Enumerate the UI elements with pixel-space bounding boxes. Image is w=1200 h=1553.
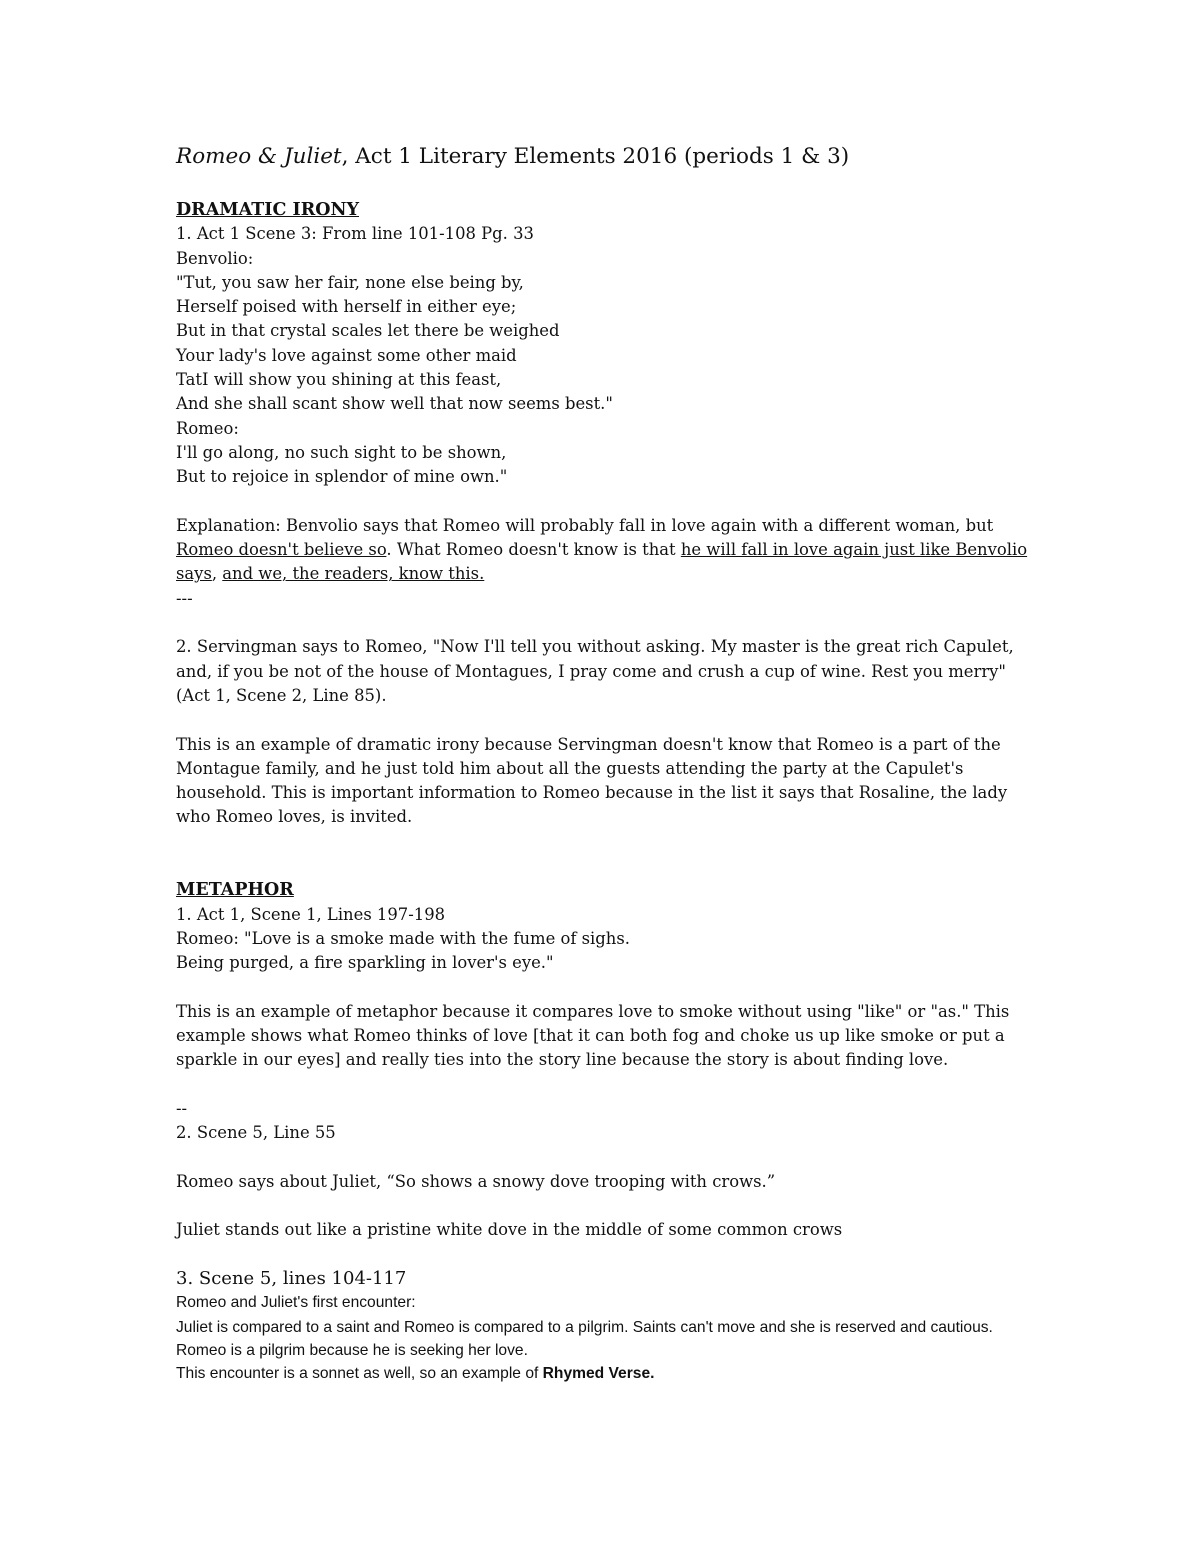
explanation-text: Explanation: Benvolio says that Romeo will probably fall in love again with a different woman, but	[176, 515, 994, 535]
blank-line	[176, 1243, 1036, 1267]
separator: --	[176, 1098, 188, 1118]
metaphor-ex1-explanation: This is an example of metaphor because it compares love to smoke without using "like" or "as." This example shows what Romeo thinks of love [that it can both fog and choke us up like smoke or put a sparkle in our eyes] and really ties into the story line because the story is about finding love.	[176, 1001, 1010, 1070]
quote-line: TatI will show you shining at this feast,	[176, 370, 502, 390]
metaphor-ex3-text: This encounter is a sonnet as well, so an example of	[176, 1364, 543, 1382]
blank-line	[176, 854, 1036, 878]
dramatic-irony-ex1-ref: 1. Act 1 Scene 3: From line 101-108 Pg. 33	[176, 224, 534, 244]
blank-line	[176, 1146, 1036, 1170]
metaphor-ex3-ref: 3. Scene 5, lines 104-117	[176, 1268, 407, 1290]
document-title	[176, 142, 849, 172]
quote-line: But in that crystal scales let there be weighed	[176, 321, 560, 341]
metaphor-ex1-line: Being purged, a fire sparkling in lover's eye."	[176, 953, 554, 973]
blank-line	[176, 611, 1036, 635]
metaphor-ex3-line: Romeo and Juliet's first encounter:	[176, 1294, 416, 1312]
title-rest: , Act 1 Literary Elements 2016 (periods 1 & 3)	[341, 144, 850, 169]
blank-line	[176, 708, 1036, 732]
speaker-romeo: Romeo:	[176, 418, 239, 438]
blank-line	[176, 976, 1036, 1000]
metaphor-ex3-line: Juliet is compared to a saint and Romeo is compared to a pilgrim. Saints can't move and she is reserved and cautious. Romeo is a pilgrim because he is seeking her love.	[176, 1318, 993, 1359]
quote-line: But to rejoice in splendor of mine own."	[176, 467, 508, 487]
blank-line	[176, 1073, 1036, 1097]
metaphor-ex2-quote: Romeo says about Juliet, “So shows a snowy dove trooping with crows.”	[176, 1171, 776, 1191]
explanation-underlined: he will fall in love again just like Benvolio says	[176, 540, 1028, 584]
dramatic-irony-ex2-explanation: This is an example of dramatic irony because Servingman doesn't know that Romeo is a part of the Montague family, and he just told him about all the guests attending the party at the Capulet's household. This is important information to Romeo because in the list it says that Rosaline, the lady who Romeo loves, is invited.	[176, 734, 1008, 827]
dramatic-irony-heading: DRAMATIC IRONY	[176, 200, 359, 220]
metaphor-ex2-explanation: Juliet stands out like a pristine white dove in the middle of some common crows	[176, 1220, 843, 1240]
quote-line: I'll go along, no such sight to be shown,	[176, 442, 507, 462]
quote-line: And she shall scant show well that now seems best."	[176, 394, 613, 414]
metaphor-ex1-line: Romeo: "Love is a smoke made with the fume of sighs.	[176, 928, 630, 948]
title-play-name: Romeo & Juliet	[176, 144, 342, 169]
quote-line: Herself poised with herself in either eye;	[176, 297, 517, 317]
separator: ---	[176, 588, 193, 608]
metaphor-ex1-ref: 1. Act 1, Scene 1, Lines 197-198	[176, 904, 446, 924]
dramatic-irony-explanation	[176, 514, 1036, 587]
metaphor-ex3-line	[176, 1362, 1036, 1386]
metaphor-ex2-ref: 2. Scene 5, Line 55	[176, 1123, 336, 1143]
blank-line	[176, 1194, 1036, 1218]
metaphor-heading: METAPHOR	[176, 880, 294, 901]
quote-line: Your lady's love against some other maid	[176, 345, 517, 365]
blank-line	[176, 490, 1036, 514]
speaker-benvolio: Benvolio:	[176, 248, 254, 268]
document-body	[176, 198, 1036, 1386]
explanation-text: ,	[211, 564, 223, 584]
rhymed-verse-label: Rhymed Verse.	[542, 1364, 655, 1382]
dramatic-irony-ex2: 2. Servingman says to Romeo, "Now I'll tell you without asking. My master is the great rich Capulet, and, if you be not of the house of Montagues, I pray come and crush a cup of wine. Rest you merry" (Act 1, Scene 2, Line 85).	[176, 637, 1014, 705]
explanation-underlined: Romeo doesn't believe so	[176, 540, 387, 560]
quote-line: "Tut, you saw her fair, none else being by,	[176, 272, 524, 292]
explanation-text: . What Romeo doesn't know is that	[386, 540, 681, 560]
blank-line	[176, 830, 1036, 854]
explanation-underlined: and we, the readers, know this.	[222, 564, 485, 584]
